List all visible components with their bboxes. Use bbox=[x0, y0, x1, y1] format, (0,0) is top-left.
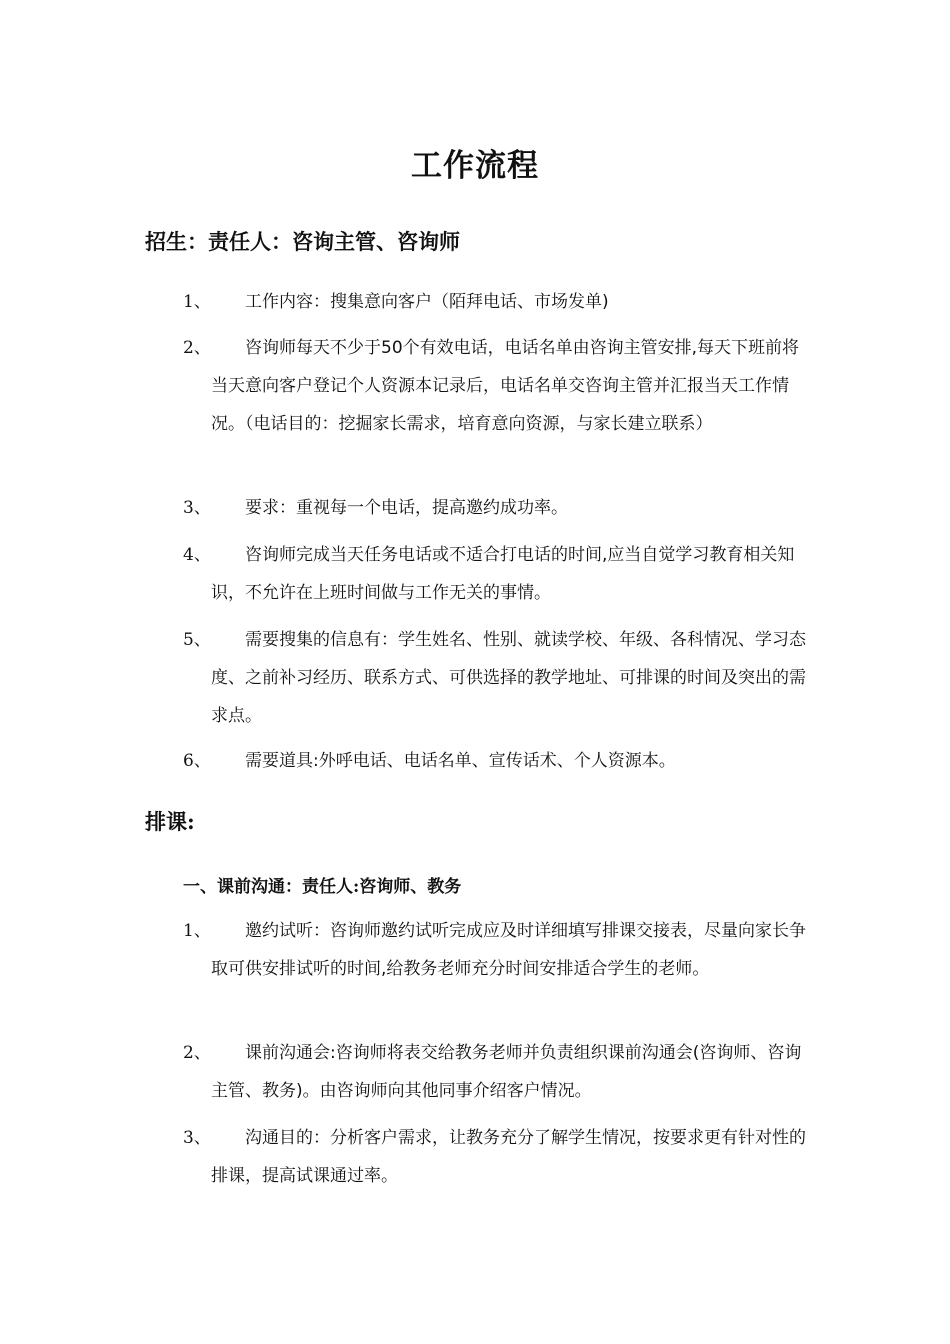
list-item bbox=[183, 1119, 813, 1195]
subsection-heading: 一、课前沟通：责任人:咨询师、教务 bbox=[183, 877, 462, 897]
list-item-number: 1、 bbox=[183, 921, 211, 941]
list-item-text: 需要搜集的信息有：学生姓名、性别、就读学校、年级、各科情况、学习态度、之前补习经历、联系方式、可供选择的教学地址、可排课的时间及突出的需求点。 bbox=[211, 630, 806, 726]
list-item-text: 咨询师每天不少于50个有效电话，电话名单由咨询主管安排,每天下班前将当天意向客户登记个人资源本记录后，电话名单交咨询主管并汇报当天工作情况。（电话目的：挖掘家长需求，培育意向资源，与家长建立联系） bbox=[211, 338, 800, 434]
list-item-number: 1、 bbox=[183, 292, 211, 312]
list-item-number: 2、 bbox=[183, 1043, 211, 1063]
list-item bbox=[183, 1034, 813, 1110]
section-heading-scheduling: 排课: bbox=[145, 809, 195, 834]
list-item-text: 工作内容：搜集意向客户（陌拜电话、市场发单) bbox=[245, 292, 609, 312]
list-item bbox=[183, 912, 813, 988]
list-item bbox=[183, 621, 813, 735]
list-item-text: 需要道具:外呼电话、电话名单、宣传话术、个人资源本。 bbox=[245, 751, 676, 771]
list-item bbox=[183, 742, 813, 780]
list-item-number: 4、 bbox=[183, 545, 211, 565]
list-item bbox=[183, 489, 813, 527]
list-item-number: 6、 bbox=[183, 751, 211, 771]
section-heading-enrollment: 招生：责任人：咨询主管、咨询师 bbox=[145, 229, 460, 254]
page-title: 工作流程 bbox=[411, 148, 539, 184]
list-item-number: 5、 bbox=[183, 630, 211, 650]
list-item bbox=[183, 536, 813, 612]
list-item-text: 咨询师完成当天任务电话或不适合打电话的时间,应当自觉学习教育相关知识，不允许在上班时间做与工作无关的事情。 bbox=[211, 545, 795, 603]
list-item-text: 课前沟通会:咨询师将表交给教务老师并负责组织课前沟通会(咨询师、咨询主管、教务)。由咨询师向其他同事介绍客户情况。 bbox=[211, 1043, 802, 1101]
list-item-text: 沟通目的：分析客户需求，让教务充分了解学生情况，按要求更有针对性的排课，提高试课通过率。 bbox=[211, 1128, 806, 1186]
list-item-number: 2、 bbox=[183, 338, 211, 358]
list-item-text: 要求：重视每一个电话，提高邀约成功率。 bbox=[245, 498, 568, 518]
list-item bbox=[183, 283, 813, 321]
list-item-number: 3、 bbox=[183, 1128, 211, 1148]
list-item bbox=[183, 329, 813, 443]
list-item-text: 邀约试听：咨询师邀约试听完成应及时详细填写排课交接表，尽量向家长争取可供安排试听的时间,给教务老师充分时间安排适合学生的老师。 bbox=[211, 921, 806, 979]
list-item-number: 3、 bbox=[183, 498, 211, 518]
